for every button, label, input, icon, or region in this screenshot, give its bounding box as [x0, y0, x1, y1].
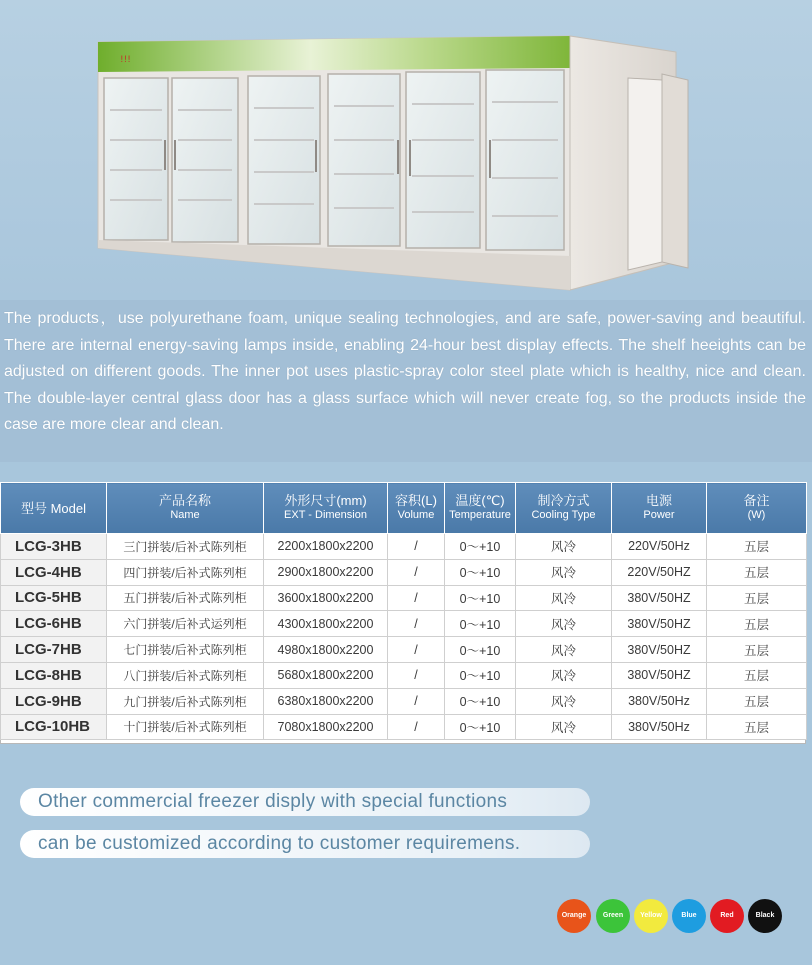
cell-remark: 五层 [707, 611, 807, 637]
cell-dimension: 3600x1800x2200 [264, 585, 388, 611]
header-power [612, 483, 707, 534]
cell-remark: 五层 [707, 637, 807, 663]
cell-volume: / [388, 662, 445, 688]
header-dimension [264, 483, 388, 534]
header-remark [707, 483, 807, 534]
cell-model: LCG-4HB [1, 559, 107, 585]
spec-table-body [1, 534, 807, 740]
header-sublabel: Volume [397, 509, 435, 521]
cell-dimension: 5680x1800x2200 [264, 662, 388, 688]
cell-dimension: 4980x1800x2200 [264, 637, 388, 663]
cell-power: 380V/50HZ [612, 585, 707, 611]
header-label: 备注 [743, 493, 770, 508]
cell-remark: 五层 [707, 534, 807, 560]
header-label: 温度(℃) [455, 493, 505, 508]
freezer-product-image [0, 0, 812, 300]
cell-volume: / [388, 714, 445, 740]
table-row [1, 534, 807, 560]
cell-temperature: 0～+10 [445, 559, 516, 585]
header-label: 型号 Model [20, 500, 87, 516]
cell-power: 380V/50Hz [612, 688, 707, 714]
cell-remark: 五层 [707, 662, 807, 688]
cell-volume: / [388, 637, 445, 663]
cell-name: 六门拼装/后补式运列柜 [107, 611, 264, 637]
header-label: 产品名称 [158, 493, 211, 508]
cell-model: LCG-3HB [1, 534, 107, 560]
header-sublabel: EXT - Dimension [284, 509, 367, 521]
cell-cooling-type: 风冷 [516, 688, 612, 714]
color-swatch-red[interactable]: Red [710, 899, 744, 933]
cell-cooling-type: 风冷 [516, 637, 612, 663]
cell-dimension: 6380x1800x2200 [264, 688, 388, 714]
cell-cooling-type: 风冷 [516, 611, 612, 637]
color-swatch-blue[interactable]: Blue [672, 899, 706, 933]
cell-remark: 五层 [707, 688, 807, 714]
table-row [1, 611, 807, 637]
cell-volume: / [388, 585, 445, 611]
cell-temperature: 0～+10 [445, 688, 516, 714]
cell-power: 380V/50HZ [612, 611, 707, 637]
product-description: The products，use polyurethane foam, unique sealing technologies, and are safe, power-saving and beautiful. There are internal energy-saving lamps inside, enabling 24-hour best display effects. The shelf heeights can be adjusted on different goods. The inner pot uses plastic-spray color steel plate which is healthy, nice and clean. The double-layer central glass door has a glass surface which will never create fog, so the products inside the case are more clear and clean. [4, 310, 806, 433]
table-row [1, 688, 807, 714]
cell-cooling-type: 风冷 [516, 714, 612, 740]
cell-cooling-type: 风冷 [516, 585, 612, 611]
header-sublabel: Temperature [449, 509, 511, 521]
custom-functions-note: Other commercial freezer disply with special functions [20, 788, 590, 816]
cell-name: 三门拼装/后补式陈列柜 [107, 534, 264, 560]
cell-temperature: 0～+10 [445, 714, 516, 740]
cell-model: LCG-6HB [1, 611, 107, 637]
color-swatch-yellow[interactable]: Yellow [634, 899, 668, 933]
color-swatch-orange[interactable]: Orange [557, 899, 591, 933]
cell-power: 220V/50HZ [612, 559, 707, 585]
cell-name: 九门拼装/后补式陈列柜 [107, 688, 264, 714]
cell-temperature: 0～+10 [445, 611, 516, 637]
cell-remark: 五层 [707, 714, 807, 740]
table-row [1, 714, 807, 740]
cell-temperature: 0～+10 [445, 534, 516, 560]
cell-power: 380V/50Hz [612, 714, 707, 740]
cell-power: 380V/50HZ [612, 637, 707, 663]
header-model [1, 483, 107, 534]
cell-dimension: 2200x1800x2200 [264, 534, 388, 560]
header-name [107, 483, 264, 534]
table-row [1, 637, 807, 663]
cell-power: 380V/50HZ [612, 662, 707, 688]
cell-temperature: 0～+10 [445, 662, 516, 688]
cell-volume: / [388, 688, 445, 714]
cell-dimension: 4300x1800x2200 [264, 611, 388, 637]
table-row [1, 662, 807, 688]
header-volume [388, 483, 445, 534]
cell-volume: / [388, 611, 445, 637]
cell-model: LCG-8HB [1, 662, 107, 688]
cell-volume: / [388, 534, 445, 560]
header-label: 外形尺寸(mm) [284, 493, 367, 508]
cell-dimension: 7080x1800x2200 [264, 714, 388, 740]
cell-cooling-type: 风冷 [516, 662, 612, 688]
cell-name: 五门拼装/后补式陈列柜 [107, 585, 264, 611]
header-sublabel: Name [170, 509, 200, 521]
header-sublabel: (W) [747, 509, 766, 521]
header-sublabel: Cooling Type [531, 509, 596, 521]
svg-text:!!!: !!! [120, 55, 131, 65]
table-row [1, 559, 807, 585]
cell-name: 七门拼装/后补式陈列柜 [107, 637, 264, 663]
spec-table-container [0, 482, 806, 744]
cell-cooling-type: 风冷 [516, 534, 612, 560]
cell-model: LCG-5HB [1, 585, 107, 611]
table-header-row [1, 483, 807, 534]
cell-remark: 五层 [707, 585, 807, 611]
spec-table [0, 482, 807, 740]
header-cooling-type [516, 483, 612, 534]
cell-dimension: 2900x1800x2200 [264, 559, 388, 585]
header-label: 容积(L) [395, 493, 437, 508]
color-swatch-green[interactable]: Green [596, 899, 630, 933]
table-row [1, 585, 807, 611]
cell-model: LCG-9HB [1, 688, 107, 714]
customization-note: can be customized according to customer requiremens. [20, 830, 590, 858]
cell-model: LCG-10HB [1, 714, 107, 740]
cell-cooling-type: 风冷 [516, 559, 612, 585]
color-swatch-black[interactable]: Black [748, 899, 782, 933]
header-sublabel: Power [643, 509, 675, 521]
cell-name: 十门拼装/后补式陈列柜 [107, 714, 264, 740]
cell-name: 八门拼装/后补式陈列柜 [107, 662, 264, 688]
cell-volume: / [388, 559, 445, 585]
header-label: 制冷方式 [537, 493, 590, 508]
cell-name: 四门拼装/后补式陈列柜 [107, 559, 264, 585]
cell-model: LCG-7HB [1, 637, 107, 663]
cell-temperature: 0～+10 [445, 637, 516, 663]
cell-remark: 五层 [707, 559, 807, 585]
cell-temperature: 0～+10 [445, 585, 516, 611]
cell-power: 220V/50Hz [612, 534, 707, 560]
header-label: 电源 [645, 493, 672, 508]
header-temperature [445, 483, 516, 534]
